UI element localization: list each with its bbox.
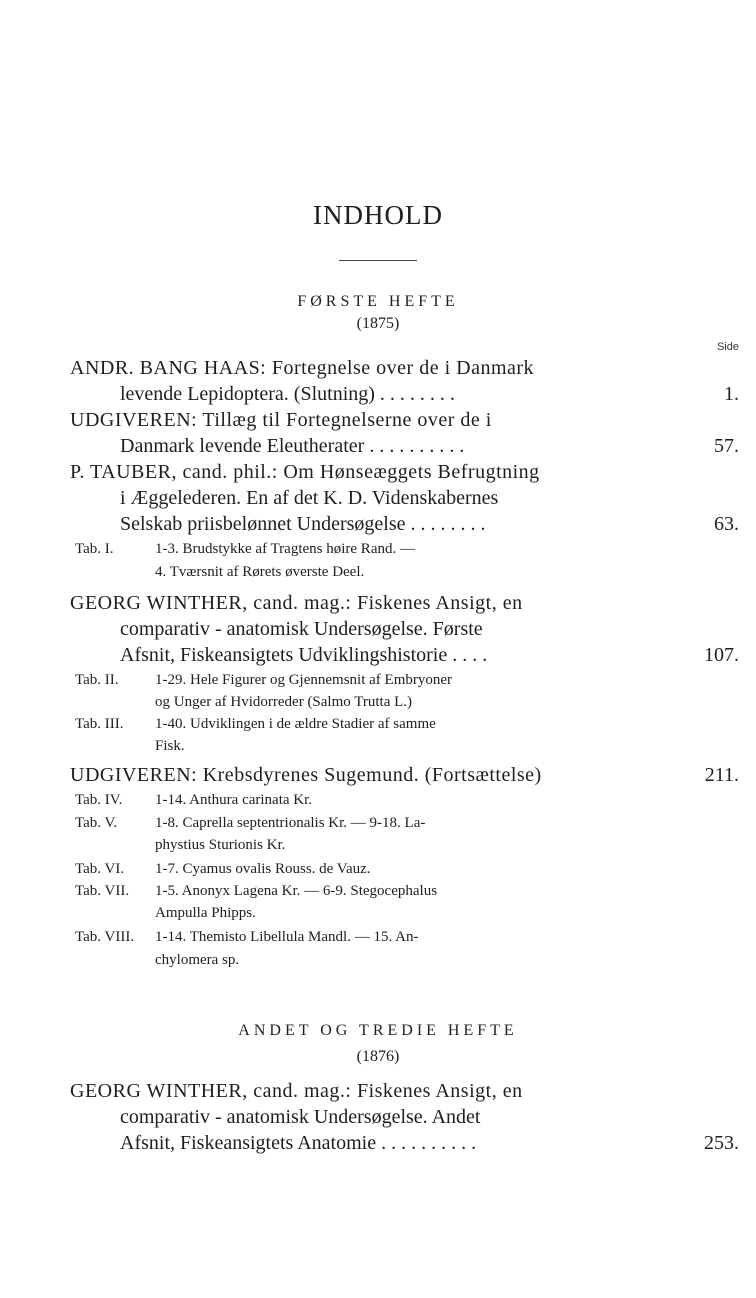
plate-line: Tab. III. 1-40. Udviklingen i de ældre Stadier af samme xyxy=(75,716,436,732)
plate-line: Tab. IV. 1-14. Anthura carinata Kr. xyxy=(75,792,313,808)
plate-line: og Unger af Hvidorreder (Salmo Trutta L.) xyxy=(155,694,413,710)
toc-entry-line: levende Lepidoptera. (Slutning) . . . . . . . . 1. xyxy=(120,383,739,405)
plate-line: Tab. I. 1-3. Brudstykke af Tragtens høire Rand. — xyxy=(75,541,415,557)
plate-label: Tab. V. xyxy=(75,815,118,831)
section-heading-1: FØRSTE HEFTE xyxy=(297,293,459,310)
toc-entry-line: Afsnit, Fiskeansigtets Udviklingshistorie . . . . 107. xyxy=(120,644,739,666)
page-number: 211. xyxy=(704,764,739,786)
plate-label: Tab. II. xyxy=(75,672,119,688)
section-heading-2: ANDET OG TREDIE HEFTE xyxy=(238,1022,518,1039)
toc-entry-line: UDGIVEREN: Tillæg til Fortegnelserne over de i xyxy=(70,409,492,431)
title-divider xyxy=(339,260,417,261)
page-number: 253. xyxy=(704,1132,739,1154)
side-column-label: Side xyxy=(716,341,739,353)
plate-line: Tab. VI. 1-7. Cyamus ovalis Rouss. de Vauz. xyxy=(75,861,371,877)
plate-label: Tab. III. xyxy=(75,716,124,732)
plate-line: Tab. VII. 1-5. Anonyx Lagena Kr. — 6-9. Stegocephalus xyxy=(75,883,438,899)
page-number: 63. xyxy=(714,513,739,535)
plate-line: 4. Tværsnit af Rørets øverste Deel. xyxy=(155,564,365,580)
page-number: 1. xyxy=(724,383,739,405)
plate-line: Tab. II. 1-29. Hele Figurer og Gjennemsnit af Embryoner xyxy=(75,672,453,688)
page-number: 57. xyxy=(714,435,739,457)
toc-entry-line: comparativ - anatomisk Undersøgelse. Første xyxy=(120,618,483,640)
plate-line: phystius Sturionis Kr. xyxy=(155,837,286,853)
toc-entry-line: UDGIVEREN: Krebsdyrenes Sugemund. (Fortsættelse) 211. xyxy=(70,764,739,786)
toc-entry-line: Afsnit, Fiskeansigtets Anatomie . . . . . . . . . . 253. xyxy=(120,1132,739,1154)
toc-entry-line: Danmark levende Eleutherater . . . . . . . . . . 57. xyxy=(120,435,739,457)
page-title: INDHOLD xyxy=(313,200,443,230)
toc-entry-line: P. TAUBER, cand. phil.: Om Hønseæggets Befrugtning xyxy=(70,461,540,483)
plate-label: Tab. IV. xyxy=(75,792,123,808)
toc-entry-line: GEORG WINTHER, cand. mag.: Fiskenes Ansigt, en xyxy=(70,1080,523,1102)
toc-entry-line: i Æggelederen. En af det K. D. Videnskabernes xyxy=(120,487,499,509)
toc-entry-line: ANDR. BANG HAAS: Fortegnelse over de i Danmark xyxy=(70,357,535,379)
plate-label: Tab. I. xyxy=(75,541,114,557)
section-year-1: (1875) xyxy=(356,315,400,332)
toc-entry-line: Selskab priisbelønnet Undersøgelse . . . . . . . . 63. xyxy=(120,513,739,535)
plate-line: Ampulla Phipps. xyxy=(155,905,256,921)
plate-line: Fisk. xyxy=(155,738,185,754)
plate-line: Tab. VIII. 1-14. Themisto Libellula Mandl. — 15. An- xyxy=(75,929,419,945)
plate-label: Tab. VIII. xyxy=(75,929,135,945)
section-year-2: (1876) xyxy=(356,1048,400,1065)
plate-line: Tab. V. 1-8. Caprella septentrionalis Kr. — 9-18. La- xyxy=(75,815,426,831)
toc-entry-line: GEORG WINTHER, cand. mag.: Fiskenes Ansigt, en xyxy=(70,592,523,614)
plate-label: Tab. VII. xyxy=(75,883,130,899)
plate-label: Tab. VI. xyxy=(75,861,125,877)
toc-entry-line: comparativ - anatomisk Undersøgelse. Andet xyxy=(120,1106,481,1128)
plate-line: chylomera sp. xyxy=(155,952,240,968)
page-number: 107. xyxy=(704,644,739,666)
